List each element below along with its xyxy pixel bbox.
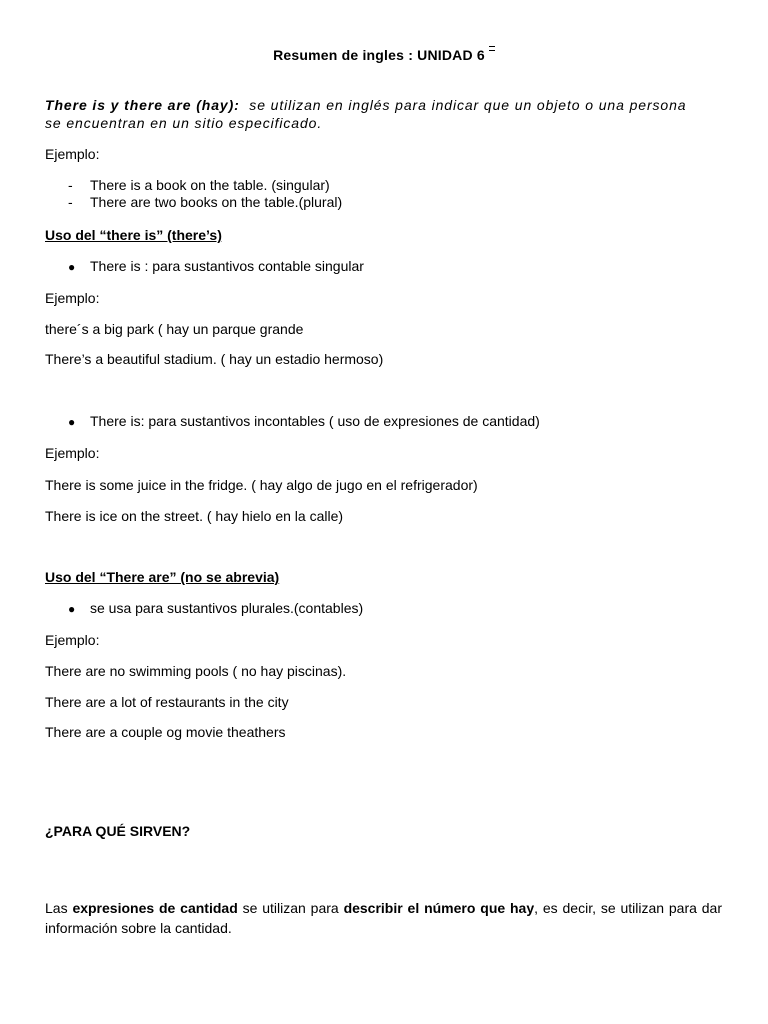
example-line: There’s a beautiful stadium. ( hay un estadio hermoso) [45,351,384,367]
document-title-text: Resumen de ingles : UNIDAD 6 [273,47,485,63]
para-text: Las [45,900,73,916]
quantity-paragraph [45,898,722,938]
example-label: Ejemplo: [45,632,100,648]
intro-term: There is y there are (hay): [45,97,240,113]
there-are-heading: Uso del “There are” (no se abrevia) [45,569,280,585]
bullet-icon: ● [68,415,76,429]
bullet-item [68,412,540,431]
list-item-text: There is a book on the table. (singular) [90,177,330,193]
dash-icon: - [68,194,73,210]
list-item-text: There are two books on the table.(plural) [90,194,343,210]
para-bold: describir el número que hay [343,900,535,916]
bullet-text: se usa para sustantivos plurales.(contables) [90,600,364,616]
bullet-icon: ● [68,602,76,616]
bullet-text: There is : para sustantivos contable singular [90,258,364,274]
list-item [68,193,342,211]
bullet-text: There is: para sustantivos incontables ( uso de expresiones de cantidad) [90,413,540,429]
para-text: , es decir, se utilizan para dar información sobre la cantidad. [45,900,722,936]
example-label: Ejemplo: [45,290,100,306]
example-line: There are a couple og movie theathers [45,724,286,740]
example-line: There is some juice in the fridge. ( hay algo de jugo en el refrigerador) [45,477,478,493]
document-title [0,46,768,63]
list-item [68,176,330,194]
example-line: There are no swimming pools ( no hay piscinas). [45,663,347,679]
bullet-icon: ● [68,260,76,274]
intro-paragraph [45,96,705,132]
equals-mark-icon [489,46,495,51]
bullet-item [68,257,364,276]
bullet-item [68,599,363,618]
there-is-heading: Uso del “there is” (there’s) [45,227,222,243]
example-line: there´s a big park ( hay un parque grande [45,321,304,337]
para-text: se utilizan para [237,900,344,916]
dash-icon: - [68,177,73,193]
para-que-heading: ¿PARA QUÉ SIRVEN? [45,823,191,839]
example-line: There are a lot of restaurants in the city [45,694,289,710]
example-label: Ejemplo: [45,445,100,461]
example-line: There is ice on the street. ( hay hielo en la calle) [45,508,344,524]
intro-text: se utilizan en inglés para indicar que un objeto o una persona se encuentran en un sitio especificado. [45,97,687,131]
intro-example-label: Ejemplo: [45,146,100,162]
para-bold: expresiones de cantidad [72,900,238,916]
